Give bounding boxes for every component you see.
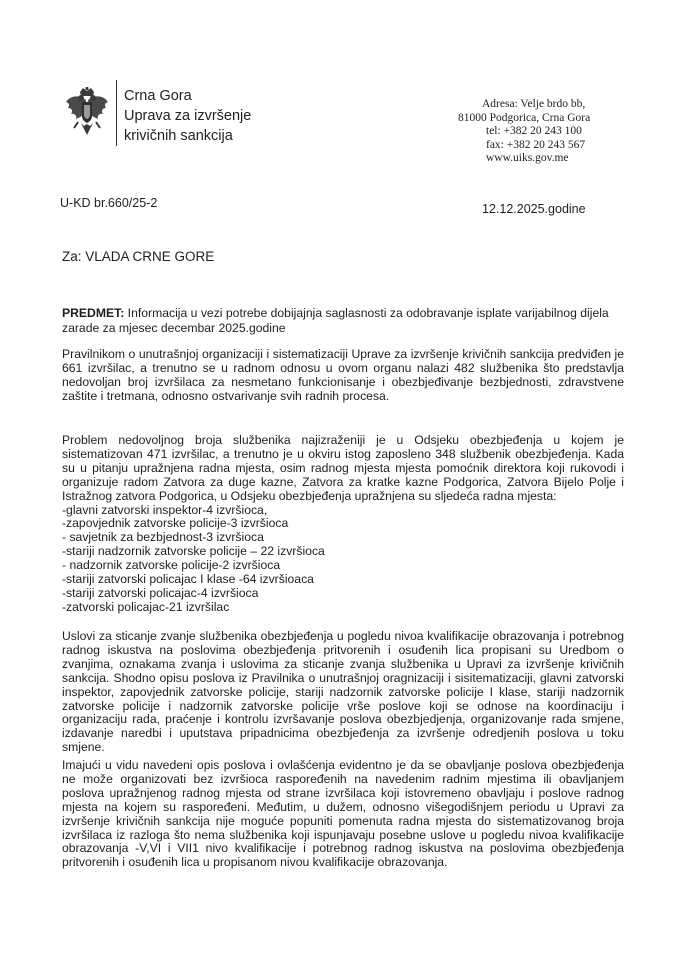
website-line: www.uiks.gov.me [486, 152, 569, 165]
coat-of-arms-icon [64, 86, 110, 138]
list-item: - savjetnik za bezbjednost-3 izvršioca [62, 530, 264, 545]
contact-block [458, 98, 590, 166]
address-line: Adresa: Velje brdo bb, [482, 98, 586, 110]
org-country: Crna Gora [124, 88, 192, 104]
subject-label: PREDMET: [62, 306, 125, 320]
list-item: -stariji zatvorski policajac-4 izvršioca [62, 585, 259, 600]
paragraph-4: Imajući u vidu navedeni opis poslova i ovlašćenja evidentno je da se obavljanje poslova obezbjeđenja ne može organizovati bez izvršioca raspoređenih na navedenim radnim mjestima ili obavljanjem poslova upražnjenog radnog mjesta od strane izvršilaca koji istovremeno obavljaju i poslove radnog mjesta na kojem su raspoređeni. Međutim, u dužem, odnosno višegodišnjem periodu u Upravi za izvršenje krivičnih sankcija nije moguće popuniti pomenuta radna mjesta do sistematizovanog broja izvršilaca iz razloga što nema službenika koji ispunjavaju posebne uslove u pogledu nivoa kvalifikacije obrazovanja -V,VI i VII1 nivo kvalifikacije i potrebnog radnog iskustva na poslovima obezbjeđenja pritvorenih i osuđenih lica u propisanom nivou kvalifikacije obrazovanja. [62, 758, 624, 870]
list-item: -zatvorski policajac-21 izvršilac [62, 599, 230, 614]
list-item: -stariji nadzornik zatvorske policije – 22 izvršioca [62, 544, 325, 559]
subject-text: Informacija u vezi potrebe dobijajnja saglasnosti za odobravanje isplate varijabilnog dijela zarade za mjesec decembar 2025.godine [62, 306, 609, 335]
city-line: 81000 Podgorica, Crna Gora [458, 111, 591, 124]
header-divider [116, 80, 117, 146]
document-date: 12.12.2025.godine [482, 202, 586, 216]
vacancy-list [62, 504, 624, 615]
paragraph-1: Pravilnikom o unutrašnjoj organizaciji i sistematizaciji Uprave za izvršenje krivičnih sankcija predviđen je 661 izvršilac, a trenutno se u radnom odnosu u ovom organu nalazi 482 službenika što predstavlja nedovoljan broj izvršilaca za nesmetano funkcionisanje i obezbjeđivanje bezbjednosti, zdravstvene zaštite i tretmana, odnosno ostvarivanje svih radnih procesa. [62, 347, 624, 403]
subject-line [62, 306, 622, 336]
list-item: - nadzornik zatvorske policije-2 izvršioca [62, 558, 281, 573]
paragraph-3: Uslovi za sticanje zvanje službenika obezbjeđenja u pogledu nivoa kvalifikacije obrazovanja i potrebnog radnog iskustva na poslovima obezbjeđenja pritvorenih i osuđenih lica propisani su Uredbom o zvanjima, oznakama zvanja i uslovima za sticanje zvanja službenika u Upravi za izvršenje krivičnih sankcija. Shodno opisu poslova iz Pravilnika o unutrašnjoj oragnizaciji i sisitematizaciji, glavni zatvorski inspektor, zapovjednik zatvorske policije, stariji nadzornik zatvorske policije I klase, stariji nadzornik zatvorske policije i nadzornik zatvorske policije vrše poslove koji se odnose na koordinaciju i organizaciju rada, praćenje i kontrolu izvršavanje poslova obezbjedjenja, organizovanje rada smjene, izdavanje naredbi i uputstava pripadnicima obezbjeđenja za izvršenje odredjenih poslova u toku smjene. [62, 629, 624, 755]
organization-name [124, 86, 251, 146]
list-item: -zapovjednik zatvorske policije-3 izvršioca [62, 516, 289, 531]
org-name-line1: Uprava za izvršenje [124, 108, 252, 124]
org-name-line2: krivičnih sankcija [124, 128, 233, 144]
reference-number: U-KD br.660/25-2 [60, 196, 158, 210]
paragraph-2-block [62, 434, 624, 615]
list-item: -glavni zatvorski inspektor-4 izvršioca, [62, 502, 268, 517]
paragraph-2: Problem nedovoljnog broja službenika najizraženiji je u Odsjeku obezbjeđenja u kojem je sistematizovan 471 izvršilac, a trenutno je u okviru istog zaposleno 348 službenik obezbjeđenja. Kada su u pitanju upražnjena radna mjesta, osim radnog mjesta mjesta pomoćnik direktora koji rukovodi i organizuje radom Zatvora za duge kazne, Zatvora za kratke kazne Podgorica, Zatvora Bijelo Polje i Istražnog zatvora Podgorica, u Odsjeku obezbjeđenja upražnjena su sljedeća radna mjesta: [62, 433, 624, 503]
recipient: Za: VLADA CRNE GORE [62, 249, 215, 264]
fax-line: fax: +382 20 243 567 [486, 138, 586, 151]
list-item: -stariji zatvorski policajac I klase -64 izvršioaca [62, 572, 314, 587]
phone-line: tel: +382 20 243 100 [486, 125, 582, 138]
